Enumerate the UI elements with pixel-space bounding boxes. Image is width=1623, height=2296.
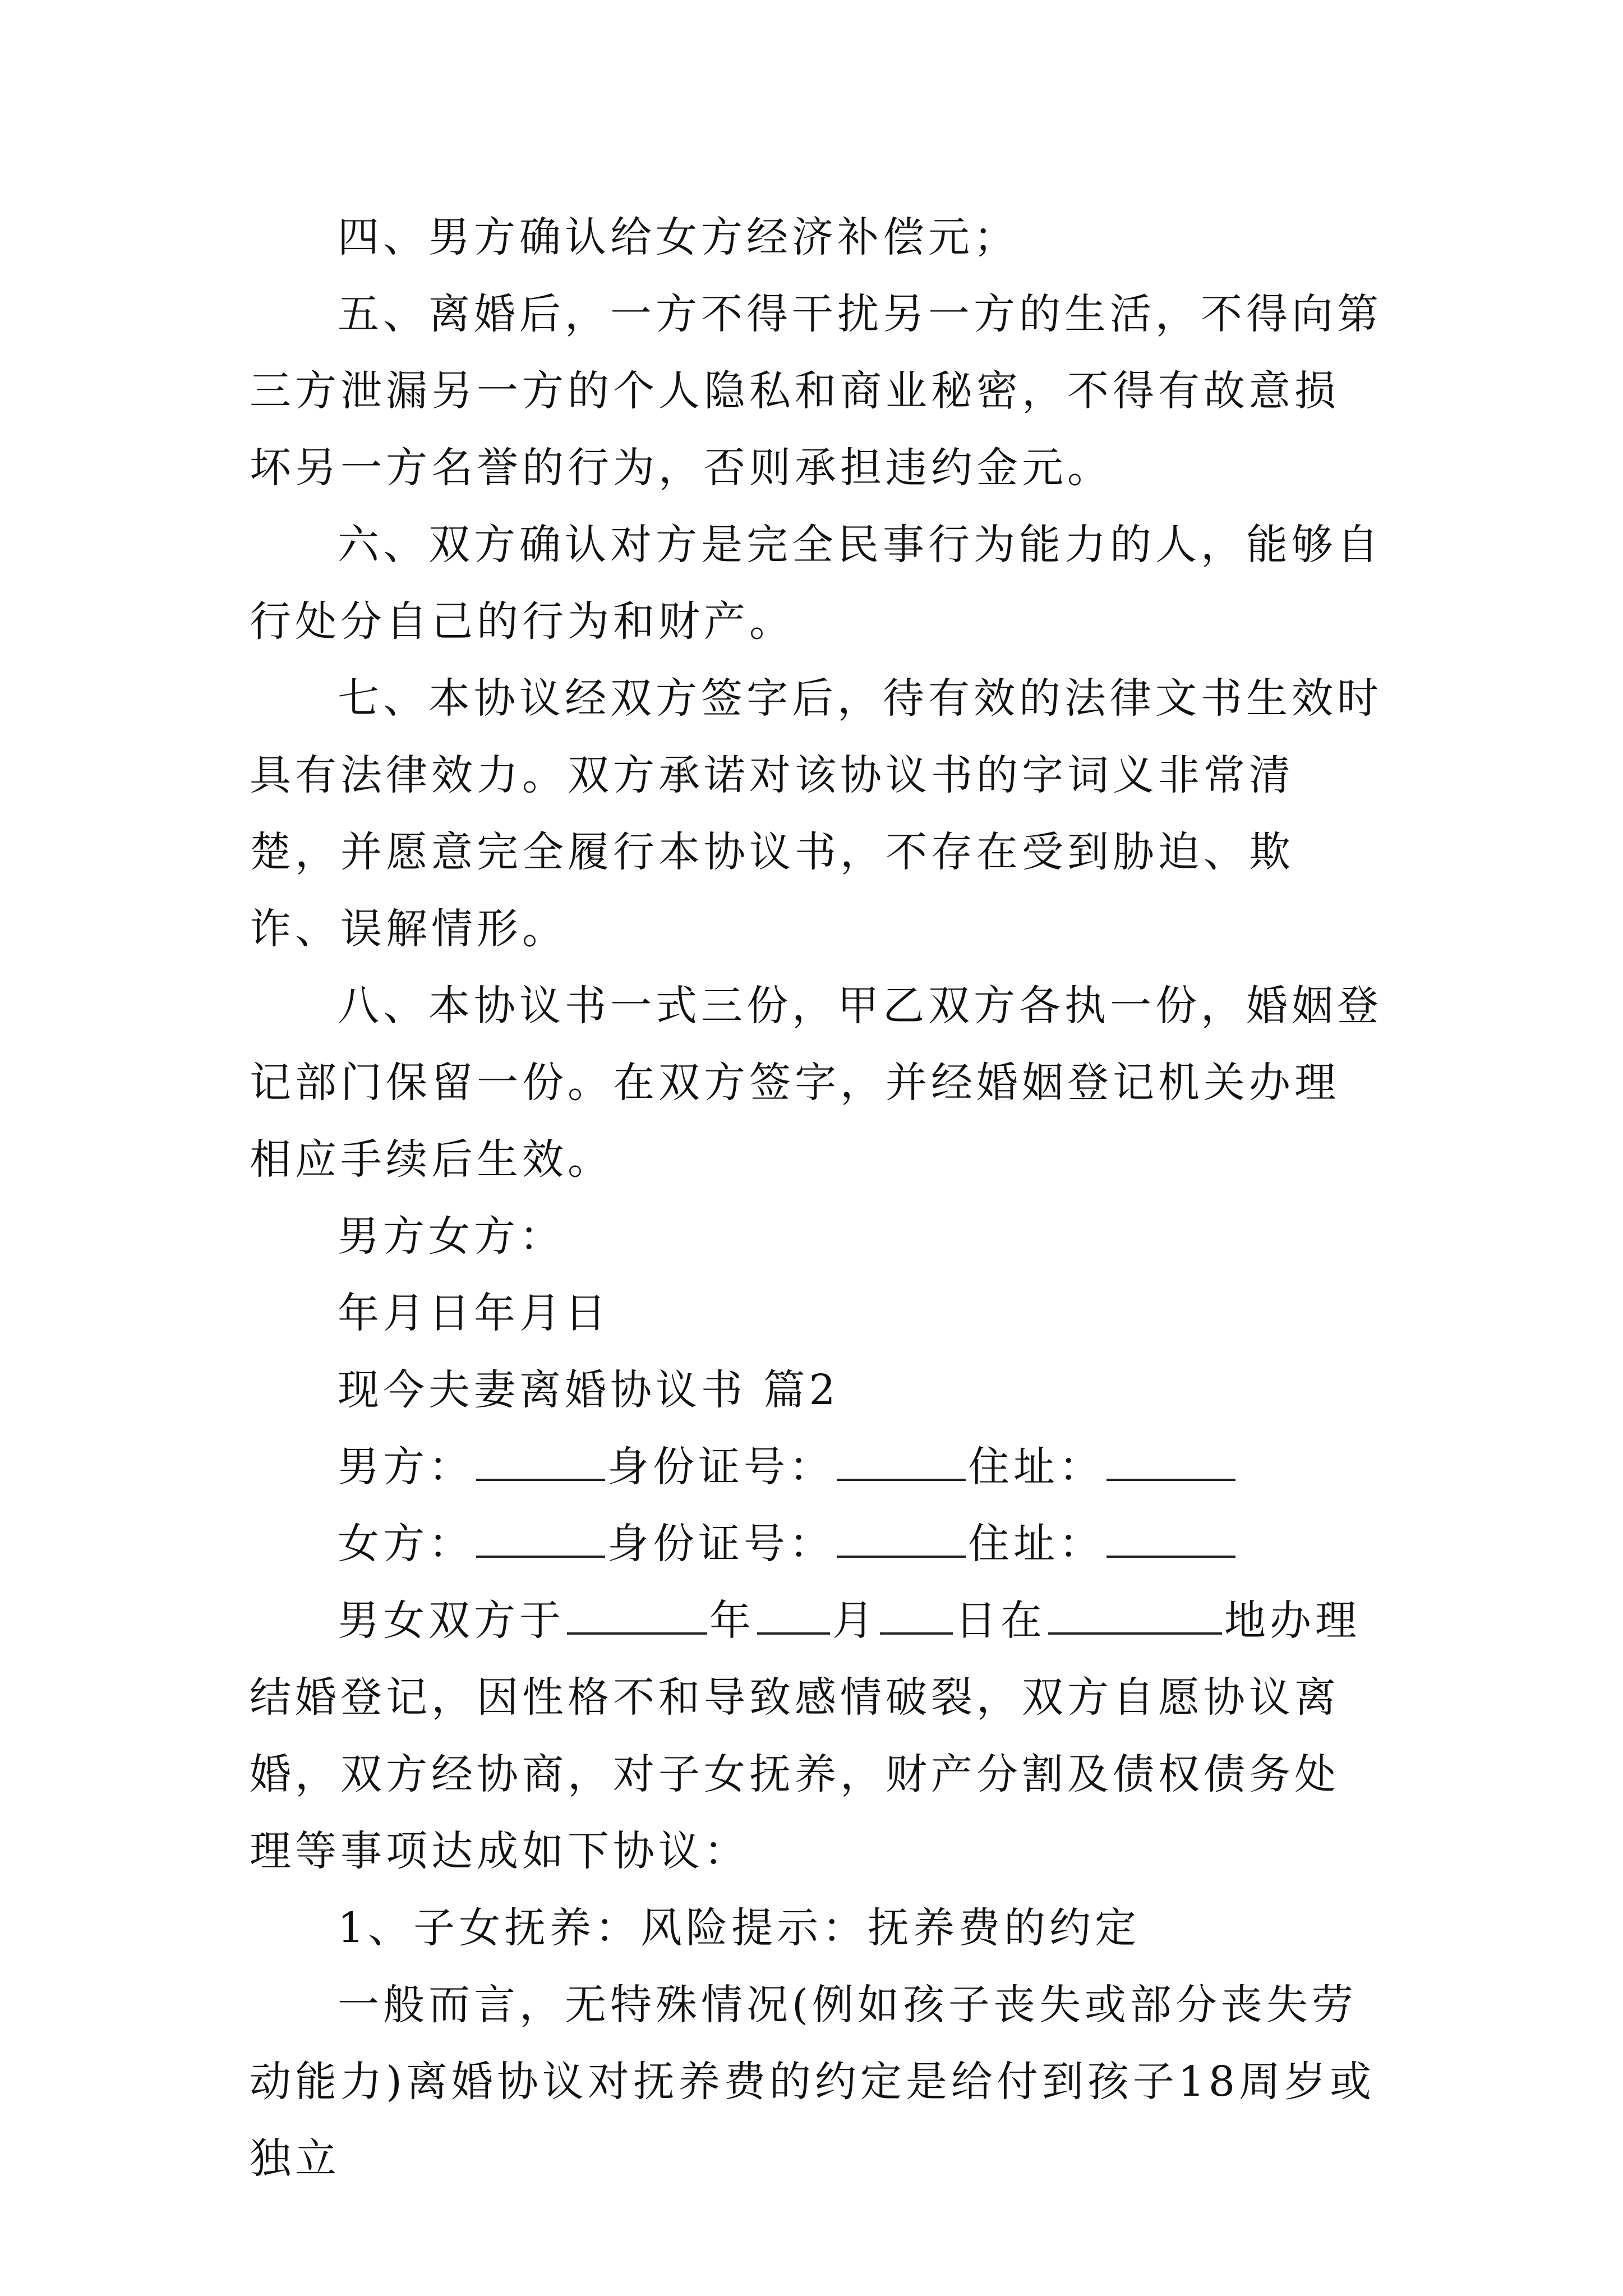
- marriage-year-label: 年: [709, 1596, 755, 1645]
- male-id-blank[interactable]: [837, 1444, 966, 1481]
- female-id-label: 身份证号：: [607, 1520, 834, 1568]
- marriage-suffix: 地办理: [1224, 1596, 1361, 1645]
- female-label: 女方：: [338, 1520, 474, 1568]
- section-title: 现今夫妻离婚协议书 篇2: [338, 1366, 840, 1414]
- female-address-blank[interactable]: [1106, 1521, 1235, 1558]
- marriage-rest: 结婚登记，因性格不和导致感情破裂，双方自愿协议离婚，双方经协商，对子女抚养，财产分割及债权债务处理等事项达成如下协议：: [250, 1673, 1340, 1875]
- male-label: 男方：: [338, 1443, 474, 1491]
- female-address-label: 住址：: [968, 1520, 1104, 1568]
- marriage-date-line: [250, 1582, 1382, 1659]
- marriage-month-label: 月: [832, 1596, 878, 1645]
- male-name-blank[interactable]: [476, 1444, 605, 1481]
- male-address-label: 住址：: [968, 1443, 1104, 1491]
- signature-line: 男方女方：: [338, 1212, 565, 1260]
- clause-4: 四、男方确认给女方经济补偿元；: [338, 213, 1019, 261]
- marriage-place-blank[interactable]: [1048, 1598, 1222, 1635]
- marriage-day-label: 日在: [955, 1596, 1046, 1645]
- female-id-blank[interactable]: [837, 1521, 966, 1558]
- marriage-month-blank[interactable]: [757, 1598, 830, 1635]
- clause-6: 六、双方确认对方是完全民事行为能力的人，能够自行处分自己的行为和财产。: [250, 521, 1382, 646]
- clause-5: 五、离婚后，一方不得干扰另一方的生活，不得向第三方泄漏另一方的个人隐私和商业秘密，不得有故意损坏另一方名誉的行为，否则承担违约金元。: [250, 290, 1382, 492]
- clause-8: 八、本协议书一式三份，甲乙双方各执一份，婚姻登记部门保留一份。在双方签字，并经婚姻登记机关办理相应手续后生效。: [250, 982, 1382, 1184]
- male-address-blank[interactable]: [1106, 1444, 1235, 1481]
- item-1-body: 一般而言，无特殊情况(例如孩子丧失或部分丧失劳动能力)离婚协议对抚养费的约定是给付到孩子18周岁或独立: [250, 1981, 1376, 2183]
- marriage-prefix: 男女双方于: [338, 1596, 565, 1645]
- document-body: [250, 199, 1382, 2197]
- item-1-heading: 1、子女抚养：风险提示：抚养费的约定: [338, 1904, 1141, 1952]
- marriage-year-blank[interactable]: [567, 1598, 707, 1635]
- female-info-line: [250, 1506, 1382, 1582]
- male-id-label: 身份证号：: [607, 1443, 834, 1491]
- female-name-blank[interactable]: [476, 1521, 605, 1558]
- marriage-day-blank[interactable]: [880, 1598, 953, 1635]
- clause-7: 七、本协议经双方签字后，待有效的法律文书生效时具有法律效力。双方承诺对该协议书的字词义非常清楚，并愿意完全履行本协议书，不存在受到胁迫、欺诈、误解情形。: [250, 674, 1382, 953]
- male-info-line: [250, 1429, 1382, 1506]
- date-line: 年月日年月日: [338, 1289, 610, 1337]
